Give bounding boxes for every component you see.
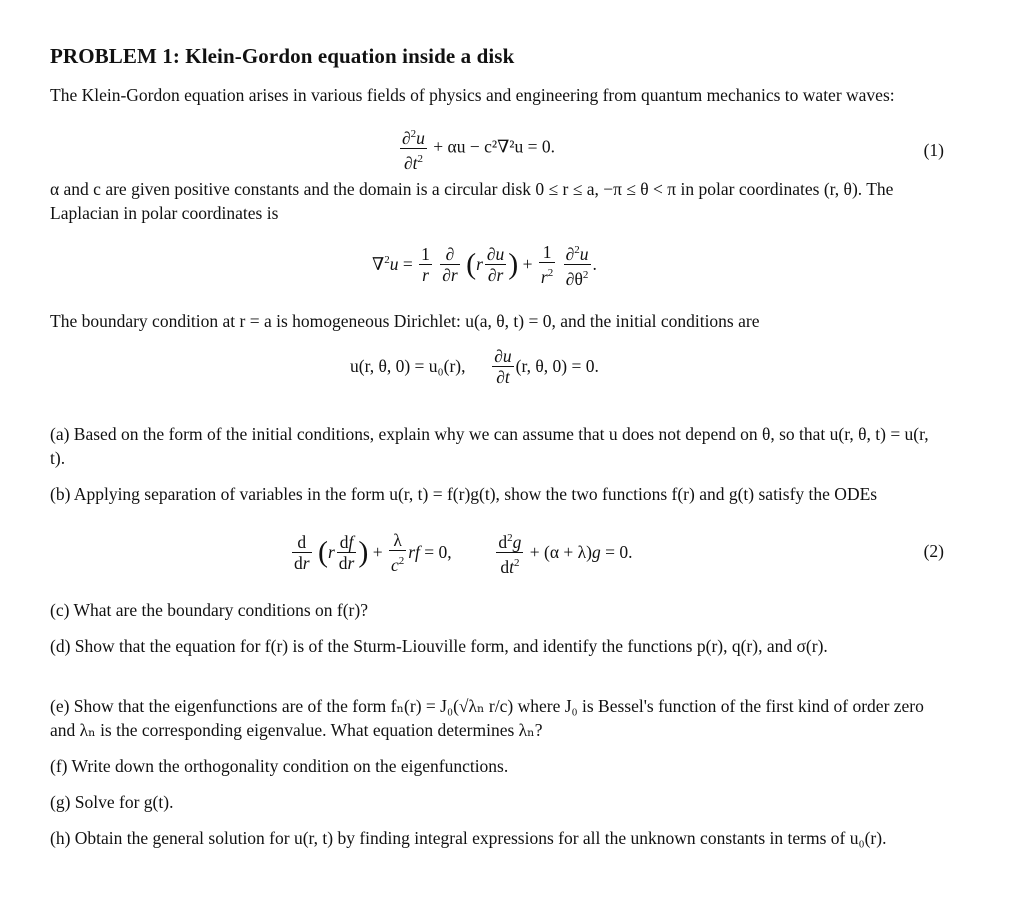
equation-1-label: (1)	[923, 140, 944, 160]
initial-conditions: u(r, θ, 0) = u₀(r), $\frac{\partial u}{\partial t}$ (r, θ, 0) = 0.	[350, 346, 599, 387]
part-g: (g) Solve for g(t).	[50, 792, 174, 812]
part-e: (e) Show that the eigenfunctions are of the form fₙ(r) = J₀(√λₙ r/c) where J₀ is Bessel's function of the first kind of order zero and λₙ is the corresponding eigenvalue. What equation determines λₙ?	[50, 696, 924, 740]
equation-1: $\frac{\partial^2u}{\partial t^2}$ + αu − c²∇²u = 0.	[398, 124, 555, 173]
part-h: (h) Obtain the general solution for u(r, t) by finding integral expressions for all the unknown constants in terms of u₀(r).	[50, 828, 887, 848]
part-a: (a) Based on the form of the initial conditions, explain why we can assume that u does not depend on θ, so that u(r, θ, t) = u(r, t).	[50, 424, 929, 468]
part-f: (f) Write down the orthogonality condition on the eigenfunctions.	[50, 756, 509, 776]
page-title: PROBLEM 1: Klein-Gordon equation inside a disk	[50, 44, 515, 68]
part-c: (c) What are the boundary conditions on f(r)?	[50, 600, 368, 620]
intro-paragraph: The Klein-Gordon equation arises in various fields of physics and engineering from quantum mechanics to water waves:	[50, 85, 895, 105]
ic-left: u(r, θ, 0) = u₀(r),	[350, 356, 466, 376]
boundary-paragraph: The boundary condition at r = a is homogeneous Dirichlet: u(a, θ, t) = 0, and the initial conditions are	[50, 311, 760, 331]
part-b: (b) Applying separation of variables in the form u(r, t) = f(r)g(t), show the two functions f(r) and g(t) satisfy the ODEs	[50, 484, 878, 504]
part-d: (d) Show that the equation for f(r) is of the Sturm-Liouville form, and identify the functions p(r), q(r), and σ(r).	[50, 636, 828, 656]
equation-2: $\frac{d}{dr}$ (r $\frac{df}{dr}$ ) + $\frac{\lambda}{c^2}$ rf = 0, $\frac{d^2g}{dt^2}$ + (α + λ)g = 0.	[294, 529, 633, 577]
equation-1-rest: + αu − c²∇²u = 0.	[433, 136, 556, 157]
ic-right: (r, θ, 0) = 0.	[515, 356, 599, 376]
equation-2-label: (2)	[923, 541, 944, 561]
domain-paragraph: α and c are given positive constants and the domain is a circular disk 0 ≤ r ≤ a, −π ≤ θ < π in polar coordinates (r, θ). The Laplacian in polar coordinates is	[50, 179, 894, 223]
laplacian-equation: ∇$^2$u = $\frac{1}{r}$ $\frac{\partial}{\partial r}$ (r $\frac{\partial u}{\partial r}$ ) + $\frac{1}{r^2}$ $\frac{\partial^2u}{\partial\theta^2}$ .	[372, 241, 597, 289]
